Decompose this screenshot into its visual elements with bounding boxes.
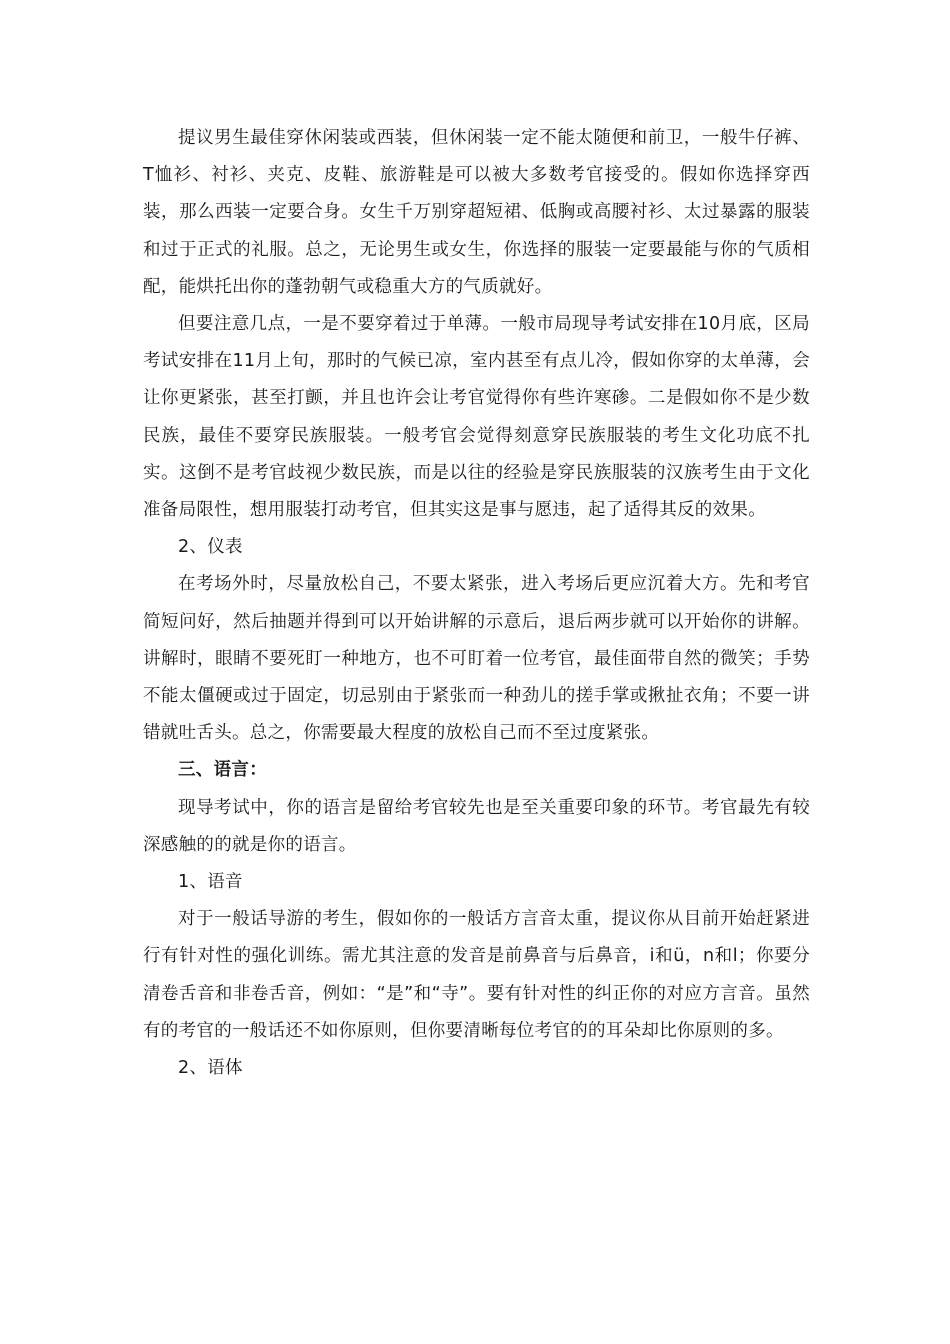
section-heading-language: 三、语言： (178, 760, 267, 781)
subheading-pronunciation: 1、语音 (178, 872, 243, 893)
paragraph-clothing-advice: 提议男生最佳穿休闲装或西装，但休闲装一定不能太随便和前卫，一般牛仔裤、T恤衫、衬衫、夹克、皮鞋、旅游鞋是可以被大多数考官接受的。假如你选择穿西装，那么西装一定要合身。女生千万别穿超短裙、低胸或高腰衬衫、太过暴露的服装和过于正式的礼服。总之，无论男生或女生，你选择的服装一定要最能与你的气质相配，能烘托出你的蓬勃朝气或稳重大方的气质就好。 (143, 128, 810, 297)
subheading-appearance: 2、仪表 (178, 537, 243, 558)
document-body (143, 120, 810, 1087)
paragraph-clothing-notes: 但要注意几点，一是不要穿着过于单薄。一般市局现导考试安排在10月底，区局考试安排在11月上旬，那时的气候已凉，室内甚至有点儿冷，假如你穿的太单薄，会让你更紧张，甚至打颤，并且也许会让考官觉得你有些许寒碜。二是假如你不是少数民族，最佳不要穿民族服装。一般考官会觉得刻意穿民族服装的考生文化功底不扎实。这倒不是考官歧视少数民族，而是以往的经验是穿民族服装的汉族考生由于文化准备局限性，想用服装打动考官，但其实这是事与愿违，起了适得其反的效果。 (143, 314, 810, 521)
subheading-register: 2、语体 (178, 1058, 243, 1079)
paragraph-pronunciation: 对于一般话导游的考生，假如你的一般话方言音太重，提议你从目前开始赶紧进行有针对性的强化训练。需尤其注意的发音是前鼻音与后鼻音，i和ü，n和l；你要分清卷舌音和非卷舌音，例如：“是”和“寺”。要有针对性的纠正你的对应方言音。虽然有的考官的一般话还不如你原则，但你要清晰每位考官的的耳朵却比你原则的多。 (143, 909, 810, 1041)
paragraph-appearance: 在考场外时，尽量放松自己，不要太紧张，进入考场后更应沉着大方。先和考官简短问好，然后抽题并得到可以开始讲解的示意后，退后两步就可以开始你的讲解。讲解时，眼睛不要死盯一种地方，也不可盯着一位考官，最佳面带自然的微笑；手势不能太僵硬或过于固定，切忌别由于紧张而一种劲儿的搓手掌或揪扯衣角；不要一讲错就吐舌头。总之，你需要最大程度的放松自己而不至过度紧张。 (143, 574, 810, 744)
paragraph-language-intro: 现导考试中，你的语言是留给考官较先也是至关重要印象的环节。考官最先有较深感触的的就是你的语言。 (143, 797, 810, 855)
